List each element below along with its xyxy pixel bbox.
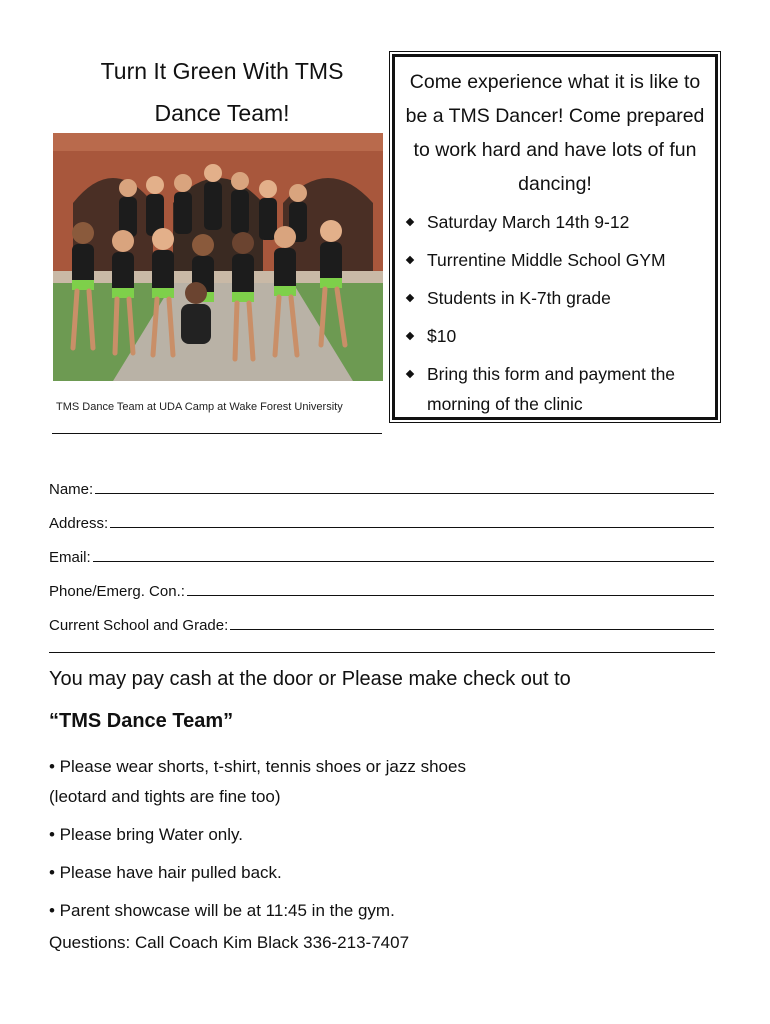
event-location: Turrentine Middle School GYM [427, 250, 666, 270]
name-blank[interactable] [95, 479, 714, 494]
address-label: Address: [49, 515, 109, 532]
phone-blank[interactable] [187, 581, 714, 596]
phone-label: Phone/Emerg. Con.: [49, 583, 185, 600]
name-field[interactable] [49, 464, 714, 498]
diamond-bullet-icon [406, 256, 414, 264]
hair-note: • Please have hair pulled back. [49, 863, 282, 882]
showcase-note: • Parent showcase will be at 11:45 in the gym. [49, 901, 395, 920]
team-photo [53, 133, 383, 381]
event-details-list [405, 207, 705, 427]
water-note: • Please bring Water only. [49, 825, 243, 844]
event-date: Saturday March 14th 9-12 [427, 212, 630, 232]
event-location-item [405, 245, 705, 275]
school-grade-blank[interactable] [230, 615, 714, 630]
diamond-bullet-icon [406, 370, 414, 378]
event-eligibility: Students in K-7th grade [427, 288, 611, 308]
name-label: Name: [49, 481, 94, 498]
phone-field[interactable] [49, 566, 714, 600]
caption-divider [52, 433, 382, 434]
contact-info: Questions: Call Coach Kim Black 336-213-7407 [49, 933, 410, 952]
attire-note [49, 752, 729, 812]
email-blank[interactable] [93, 547, 714, 562]
diamond-bullet-icon [406, 218, 414, 226]
email-label: Email: [49, 549, 91, 566]
event-instructions-item [405, 359, 705, 419]
event-eligibility-item [405, 283, 705, 313]
school-grade-field[interactable] [49, 600, 714, 634]
diamond-bullet-icon [406, 294, 414, 302]
payee-name: “TMS Dance Team” [49, 710, 234, 732]
event-price-item [405, 321, 705, 351]
address-blank[interactable] [110, 513, 714, 528]
flyer-title-line-2: Dance Team! [154, 100, 290, 126]
attire-note-line: • Please wear shorts, t-shirt, tennis shoes or jazz shoes [49, 757, 466, 776]
photo-caption: TMS Dance Team at UDA Camp at Wake Forest University [56, 401, 343, 413]
address-field[interactable] [49, 498, 714, 532]
notes-list [49, 752, 729, 934]
event-date-item [405, 207, 705, 237]
email-field[interactable] [49, 532, 714, 566]
flyer-title [52, 50, 392, 134]
diamond-bullet-icon [406, 332, 414, 340]
info-heading-line: be a TMS Dancer! Come prepared [405, 105, 705, 127]
event-instructions: Bring this form and payment the morning of the clinic [427, 364, 676, 414]
flyer-title-line-1: Turn It Green With TMS [100, 58, 344, 84]
event-info-heading [395, 65, 715, 201]
info-heading-line: dancing! [518, 173, 592, 195]
info-heading-line: Come experience what it is like to [409, 71, 701, 93]
attire-note-line: (leotard and tights are fine too) [49, 787, 281, 806]
event-info-box [392, 54, 718, 420]
form-divider [49, 652, 715, 653]
payment-instructions: You may pay cash at the door or Please make check out to [49, 668, 571, 690]
info-heading-line: to work hard and have lots of fun [413, 139, 697, 161]
registration-form [49, 464, 714, 634]
school-grade-label: Current School and Grade: [49, 617, 229, 634]
event-price: $10 [427, 326, 457, 346]
